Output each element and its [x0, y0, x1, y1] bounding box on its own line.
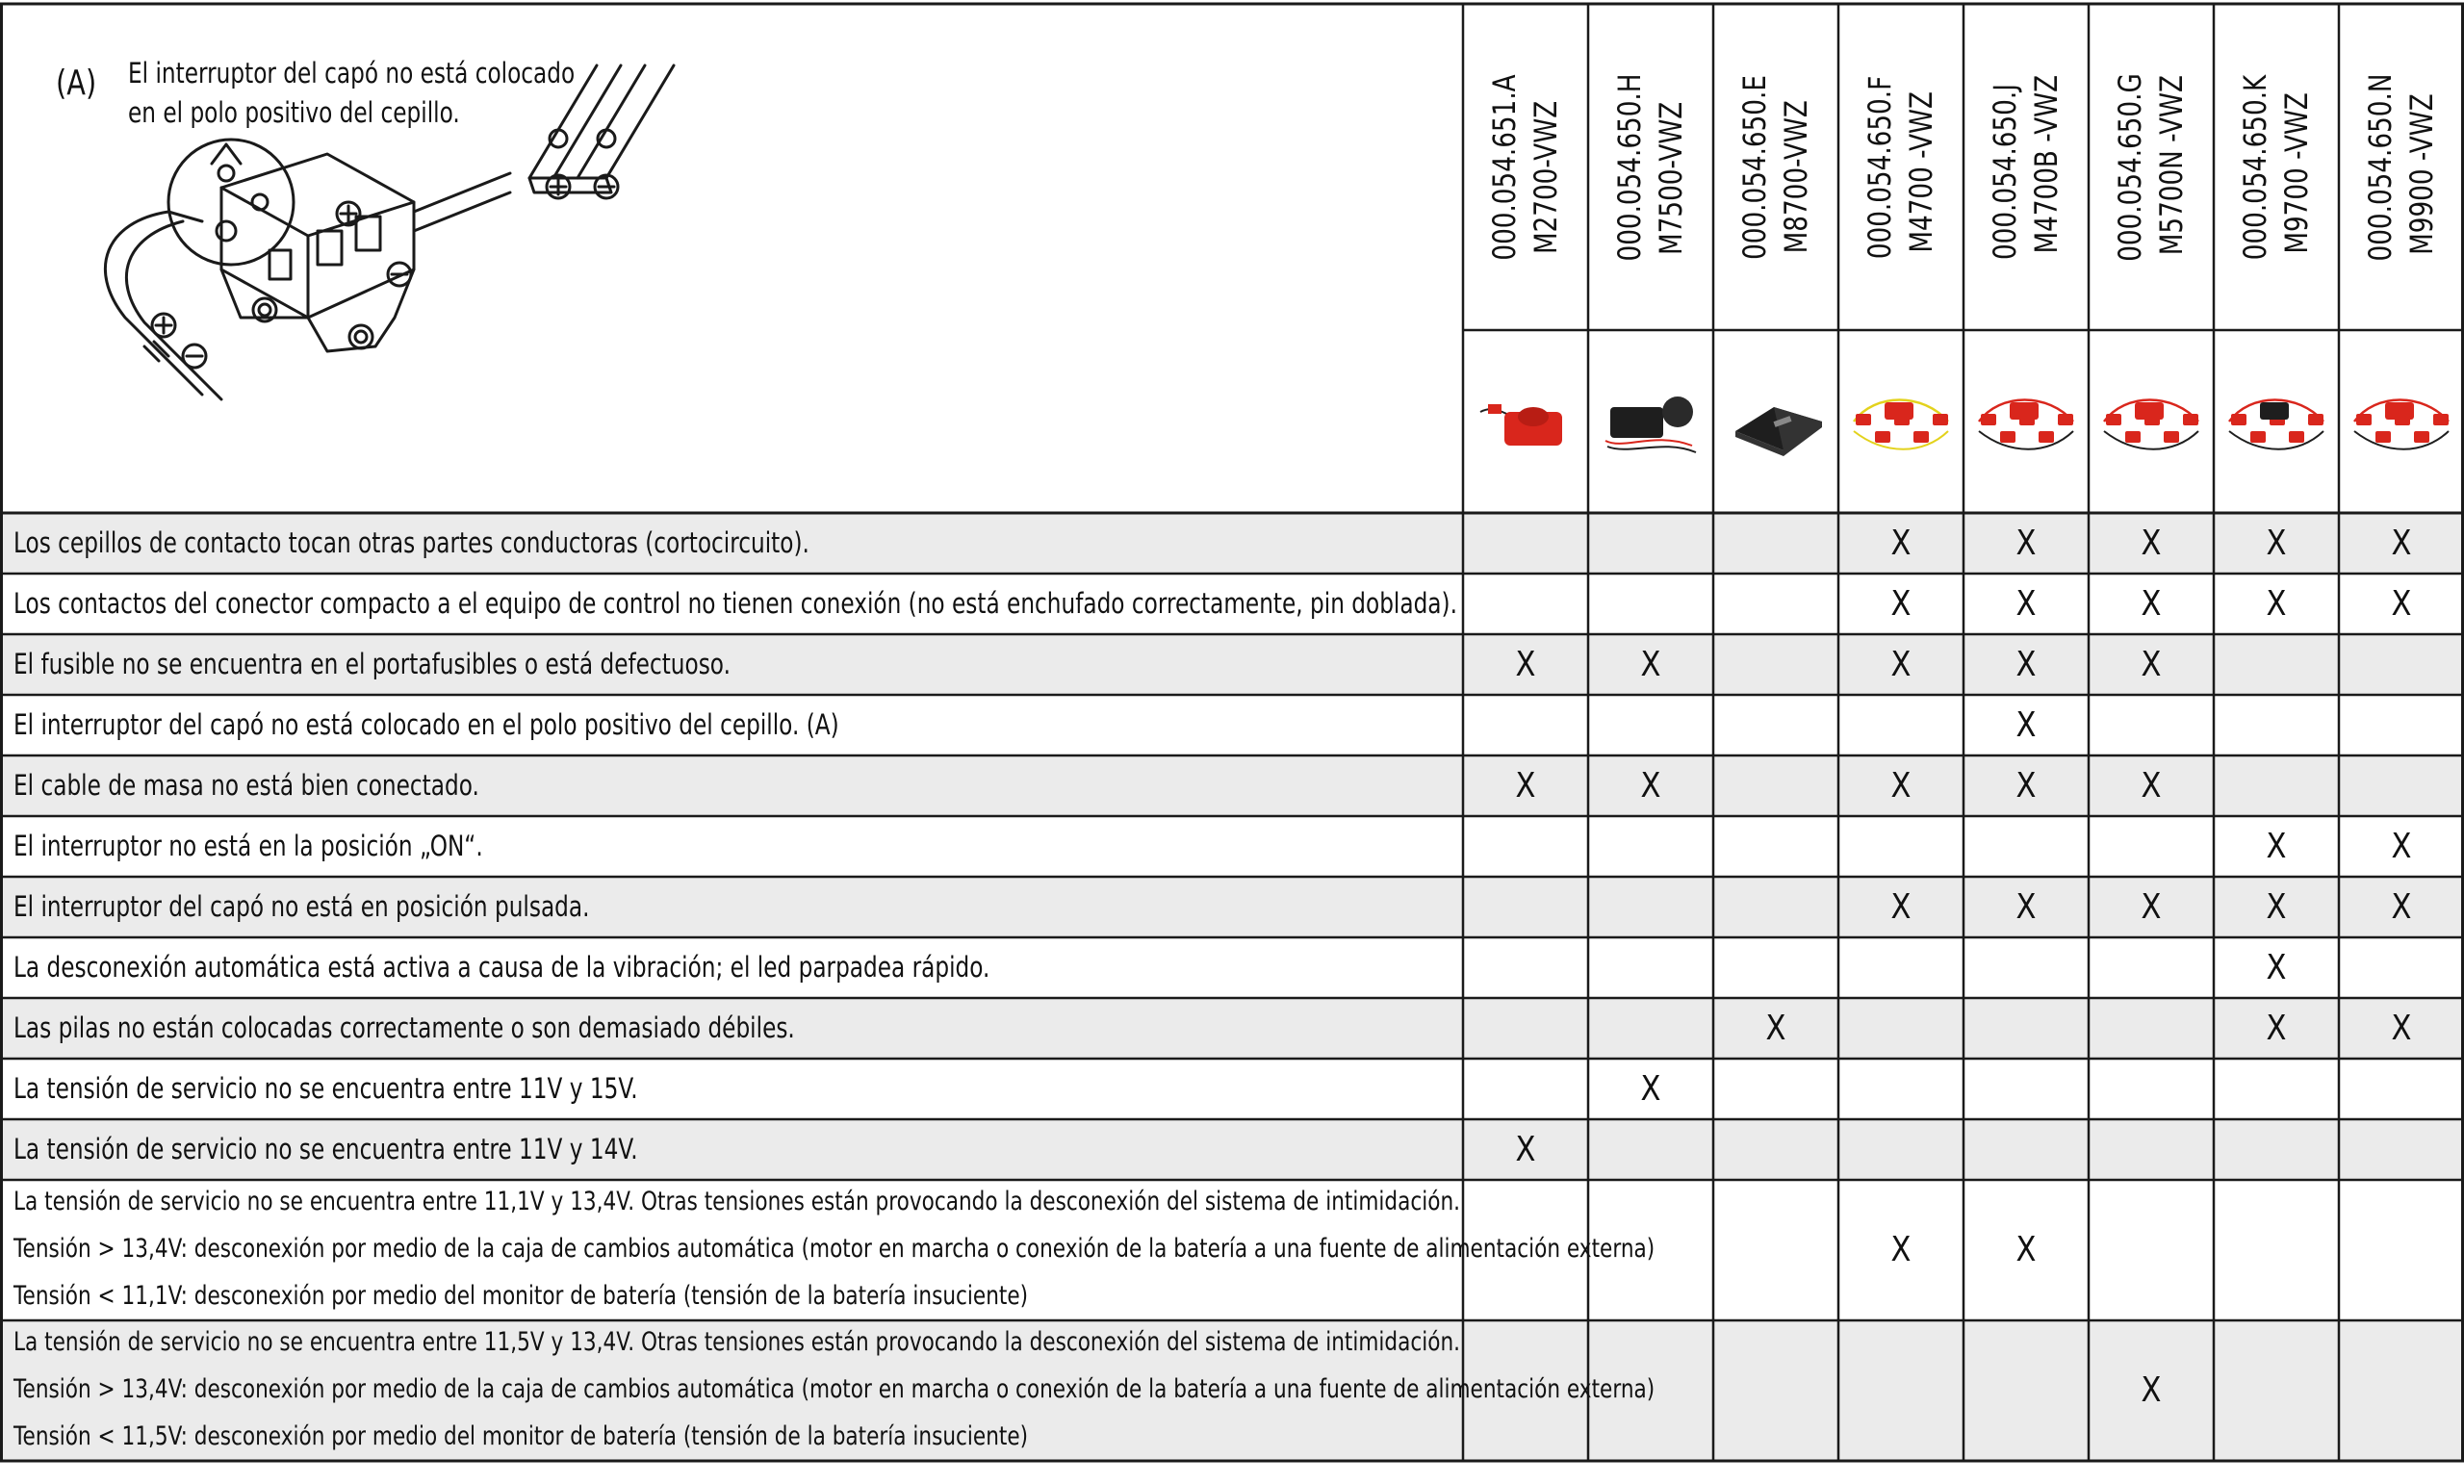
compatibility-mark: X — [2015, 523, 2037, 563]
compatibility-mark: X — [2015, 765, 2037, 806]
red-multi-unit-kit-icon — [1971, 364, 2081, 479]
compatibility-mark: X — [2015, 886, 2037, 927]
product-model: M2700-VWZ — [1527, 100, 1564, 254]
issue-description: Los contactos del conector compacto a el equipo de control no tienen conexión (no está enchufado correctamente, pin doblada). — [13, 586, 1457, 620]
product-model: M8700-VWZ — [1778, 99, 1814, 253]
red-multi-unit-kit-icon — [2221, 364, 2331, 479]
compatibility-mark: X — [2141, 523, 2162, 563]
compatibility-mark: X — [2141, 644, 2162, 684]
note-line-1: El interruptor del capó no está colocado — [128, 57, 576, 90]
issue-description: El interruptor no está en la posición „ON“. — [13, 829, 483, 862]
red-multi-unit-kit-yellow-cable-icon — [1846, 364, 1956, 479]
product-header — [1734, 75, 1817, 260]
compatibility-mark: X — [1640, 1068, 1661, 1109]
note-line-2: en el polo positivo del cepillo. — [128, 96, 460, 130]
red-box-device-icon — [1471, 364, 1580, 479]
note-label: (A) — [56, 64, 97, 103]
red-multi-unit-kit-icon — [2096, 364, 2206, 479]
issue-description: La desconexión automática está activa a causa de la vibración; el led parpadea rápido. — [13, 950, 990, 984]
product-header — [2110, 73, 2193, 262]
compatibility-mark: X — [2266, 947, 2287, 987]
compatibility-mark: X — [2266, 523, 2287, 563]
compatibility-mark: X — [1640, 765, 1661, 806]
black-control-box-icon — [1721, 364, 1831, 479]
issue-description: La tensión de servicio no se encuentra entre 11V y 15V. — [13, 1071, 638, 1105]
compatibility-mark: X — [2391, 583, 2412, 624]
compatibility-mark: X — [1890, 523, 1912, 563]
issue-description: Los cepillos de contacto tocan otras partes conductoras (cortocircuito). — [13, 525, 809, 559]
compatibility-mark: X — [1640, 644, 1661, 684]
issue-description-line: La tensión de servicio no se encuentra entre 11,5V y 13,4V. Otras tensiones están provocando la desconexión del sistema de intimidación. — [13, 1327, 1461, 1358]
compatibility-mark: X — [1890, 1230, 1912, 1269]
compatibility-mark: X — [2266, 886, 2287, 927]
compatibility-mark: X — [1515, 1129, 1536, 1169]
compatibility-mark: X — [2141, 886, 2162, 927]
compatibility-mark: X — [2141, 765, 2162, 806]
compatibility-mark: X — [1890, 644, 1912, 684]
issue-description-line: La tensión de servicio no se encuentra entre 11,1V y 13,4V. Otras tensiones están provocando la desconexión del sistema de intimidación. — [13, 1187, 1461, 1217]
product-model: M9900 -VWZ — [2403, 92, 2440, 255]
issue-description: Las pilas no están colocadas correctamente o son demasiado débiles. — [13, 1011, 795, 1044]
issue-description-line: Tensión > 13,4V: desconexión por medio de la caja de cambios automática (motor en marcha o conexión de la batería a una fuente de alimentación externa) — [13, 1234, 1656, 1264]
issue-description: El interruptor del capó no está en posición pulsada. — [13, 889, 590, 923]
product-code: 000.054.650.E — [1735, 74, 1773, 260]
compatibility-mark: X — [2015, 704, 2037, 745]
issue-description-line: Tensión < 11,5V: desconexión por medio del monitor de batería (tensión de la batería insuciente) — [13, 1420, 1029, 1451]
compatibility-mark: X — [1890, 765, 1912, 806]
product-code: 000.054.650.K — [2236, 74, 2273, 260]
product-header — [2235, 74, 2318, 259]
product-code: 000.054.650.F — [1861, 75, 1898, 259]
issue-description: El fusible no se encuentra en el portafusibles o está defectuoso. — [13, 647, 731, 680]
compatibility-mark: X — [2391, 1008, 2412, 1048]
compatibility-mark: X — [2391, 523, 2412, 563]
issue-description: El interruptor del capó no está colocado en el polo positivo del cepillo. (A) — [13, 707, 839, 741]
compatibility-mark: X — [1890, 886, 1912, 927]
product-header — [1985, 74, 2067, 259]
product-header — [2360, 73, 2443, 261]
brush-connector-illustration — [87, 58, 703, 462]
product-code: 000.054.650.H — [1610, 72, 1648, 262]
compatibility-mark: X — [2266, 826, 2287, 866]
issue-description: El cable de masa no está bien conectado. — [13, 768, 479, 802]
product-header — [1609, 73, 1692, 261]
issue-description-line: Tensión < 11,1V: desconexión por medio del monitor de batería (tensión de la batería insuciente) — [13, 1280, 1029, 1311]
product-header — [1484, 74, 1567, 260]
issue-description-line: Tensión > 13,4V: desconexión por medio de la caja de cambios automática (motor en marcha o conexión de la batería a una fuente de alimentación externa) — [13, 1374, 1656, 1404]
issue-description: La tensión de servicio no se encuentra entre 11V y 14V. — [13, 1132, 638, 1165]
product-code: 000.054.650.G — [2111, 72, 2148, 262]
black-unit-with-speaker-icon — [1596, 364, 1706, 479]
compatibility-mark: X — [2015, 1230, 2037, 1269]
product-code: 000.054.650.N — [2361, 73, 2399, 261]
product-model: M4700 -VWZ — [1903, 90, 1939, 253]
compatibility-mark: X — [2391, 886, 2412, 927]
compatibility-mark: X — [1515, 644, 1536, 684]
compatibility-mark: X — [2266, 1008, 2287, 1048]
compatibility-mark: X — [2391, 826, 2412, 866]
product-code: 000.054.651.A — [1485, 73, 1523, 261]
product-model: M7500-VWZ — [1653, 101, 1689, 255]
product-model: M4700B -VWZ — [2028, 74, 2065, 254]
red-multi-unit-kit-icon — [2347, 364, 2456, 479]
product-code: 000.054.650.J — [1986, 83, 2023, 260]
compatibility-mark: X — [2141, 583, 2162, 624]
compatibility-mark: X — [2266, 583, 2287, 624]
product-model: M9700 -VWZ — [2278, 91, 2315, 254]
product-model: M5700N -VWZ — [2153, 74, 2190, 255]
compatibility-mark: X — [1515, 765, 1536, 806]
compatibility-mark: X — [2015, 583, 2037, 624]
product-header — [1860, 75, 1942, 258]
compatibility-mark: X — [1890, 583, 1912, 624]
compatibility-mark: X — [2141, 1370, 2162, 1410]
compatibility-mark: X — [1765, 1008, 1786, 1048]
compatibility-mark: X — [2015, 644, 2037, 684]
